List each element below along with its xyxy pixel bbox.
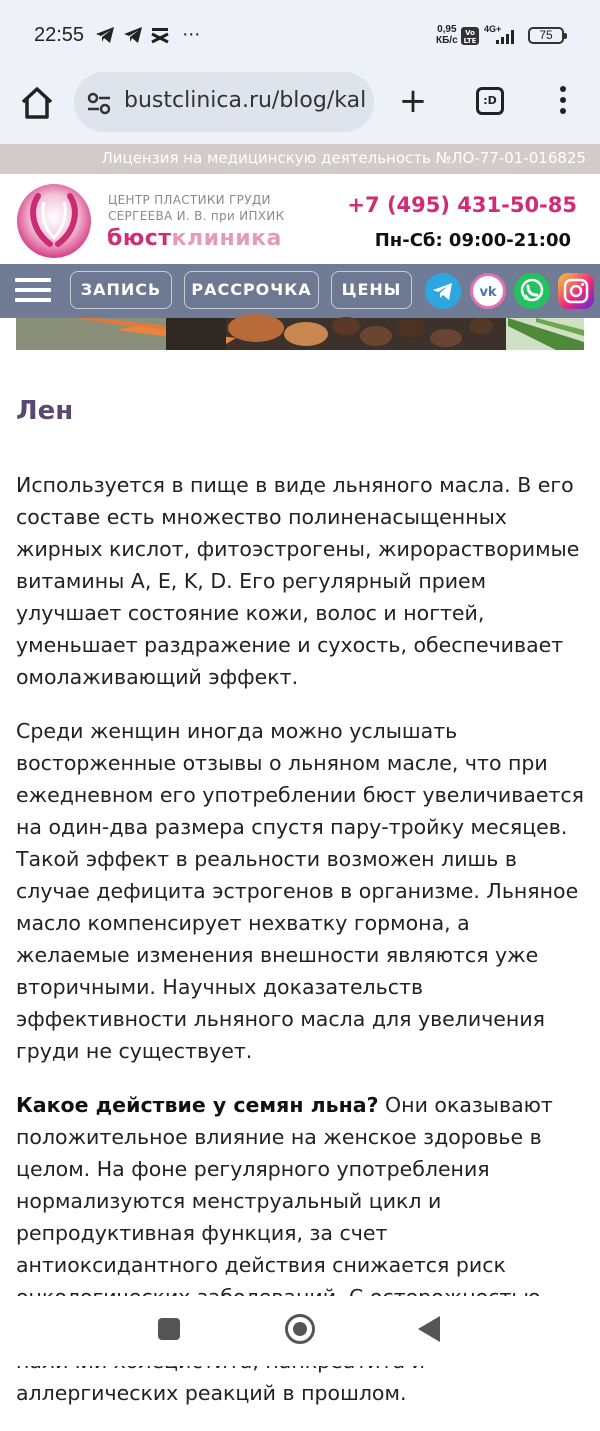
vk-icon[interactable] bbox=[470, 273, 506, 309]
telegram-icon bbox=[95, 26, 115, 44]
clinic-logo-icon[interactable] bbox=[14, 182, 94, 260]
signal-bars bbox=[496, 30, 514, 44]
svg-text:vk: vk bbox=[479, 285, 497, 300]
battery-icon: 75 bbox=[528, 27, 564, 44]
working-hours: Пн-Сб: 09:00-21:00 bbox=[374, 230, 571, 251]
article-hero-image bbox=[16, 318, 584, 350]
hamburger-menu-icon[interactable] bbox=[15, 278, 51, 304]
license-text: Лицензия на медицинскую деятельность №ЛО-77-01-016825 bbox=[101, 149, 586, 167]
mail-icon bbox=[150, 26, 170, 44]
license-banner bbox=[0, 144, 600, 174]
net-speed bbox=[436, 24, 458, 46]
brand-name-part1: бюст bbox=[107, 226, 172, 251]
new-tab-icon[interactable]: + bbox=[398, 81, 428, 121]
paragraph-1: Используется в пище в виде льняного масла. В его составе есть множество полиненасыщенных жирных кислот, фитоэстрогены, жирорастворимые витамины A, E, K, D. Его регулярный прием улучшает состояние кожи, волос и ногтей, уменьшает раздражение и сухость, обеспечивает омолаживающий эффект. bbox=[16, 473, 580, 689]
section-heading: Лен bbox=[16, 396, 74, 426]
back-icon[interactable] bbox=[418, 1316, 440, 1342]
home-icon[interactable] bbox=[18, 84, 56, 122]
nav-button-appointment[interactable]: ЗАПИСЬ bbox=[70, 271, 172, 309]
address-bar[interactable] bbox=[74, 72, 374, 132]
article-body bbox=[16, 396, 588, 1431]
network-type: 4G+ bbox=[484, 24, 502, 34]
telegram-icon[interactable] bbox=[425, 273, 461, 309]
volte-icon: Vo LTE bbox=[461, 27, 479, 45]
site-header bbox=[0, 174, 600, 264]
notification-icons bbox=[95, 24, 202, 45]
status-time: 22:55 bbox=[34, 24, 85, 46]
phone-link[interactable]: +7 (495) 431-50-85 bbox=[347, 193, 577, 217]
status-bar bbox=[0, 0, 600, 72]
paragraph-3-text: Они оказывают положительное влияние на женское здоровье в целом. На фоне регулярного употребления нормализуются менструальный цикл и репродуктивная функция, за счет антиоксидантного действия снижается риск аллергических реакций в прошлом. bbox=[16, 1093, 553, 1405]
instagram-icon[interactable] bbox=[558, 273, 594, 309]
url-text[interactable]: bustclinica.ru/blog/kal bbox=[124, 88, 367, 113]
browser-toolbar bbox=[0, 72, 600, 144]
more-icon: ⋯ bbox=[182, 24, 203, 45]
site-nav bbox=[0, 264, 600, 318]
paragraph-3-question: Какое действие у семян льна? bbox=[16, 1093, 379, 1117]
brand-line-2: СЕРГЕЕВА И. В. при ИПХИК bbox=[108, 209, 285, 223]
site-settings-icon[interactable] bbox=[86, 90, 112, 116]
recent-apps-icon[interactable] bbox=[158, 1318, 180, 1340]
telegram-icon bbox=[123, 26, 143, 44]
system-navigation-bar bbox=[0, 1296, 600, 1366]
brand-name[interactable] bbox=[107, 226, 282, 251]
tabs-switcher-button[interactable]: :D bbox=[476, 87, 504, 115]
overflow-menu-icon[interactable] bbox=[558, 86, 568, 118]
nav-button-installment[interactable]: РАССРОЧКА bbox=[184, 271, 319, 309]
brand-line-1: ЦЕНТР ПЛАСТИКИ ГРУДИ bbox=[108, 193, 271, 207]
net-speed-value: 0,95 bbox=[437, 24, 457, 35]
nav-button-prices[interactable]: ЦЕНЫ bbox=[331, 271, 412, 309]
brand-name-part2: клиника bbox=[171, 226, 282, 251]
net-speed-unit: КБ/с bbox=[436, 35, 458, 46]
home-circle-icon[interactable] bbox=[285, 1314, 315, 1344]
whatsapp-icon[interactable] bbox=[514, 273, 550, 309]
signal-icon bbox=[484, 24, 522, 46]
paragraph-2: Среди женщин иногда можно услышать восторженные отзывы о льняном масле, что при ежедневном его употреблении бюст увеличивается на один-два размера спустя пару-тройку месяцев. Такой эффект в реальности возможен лишь в случае дефицита эстрогенов в организме. Льняное масло компенсирует нехватку гормона, а желаемые изменения внешности являются уже вторичными. Научных доказательств эффективности льняного масла для увеличения груди не существует. bbox=[16, 719, 585, 1063]
